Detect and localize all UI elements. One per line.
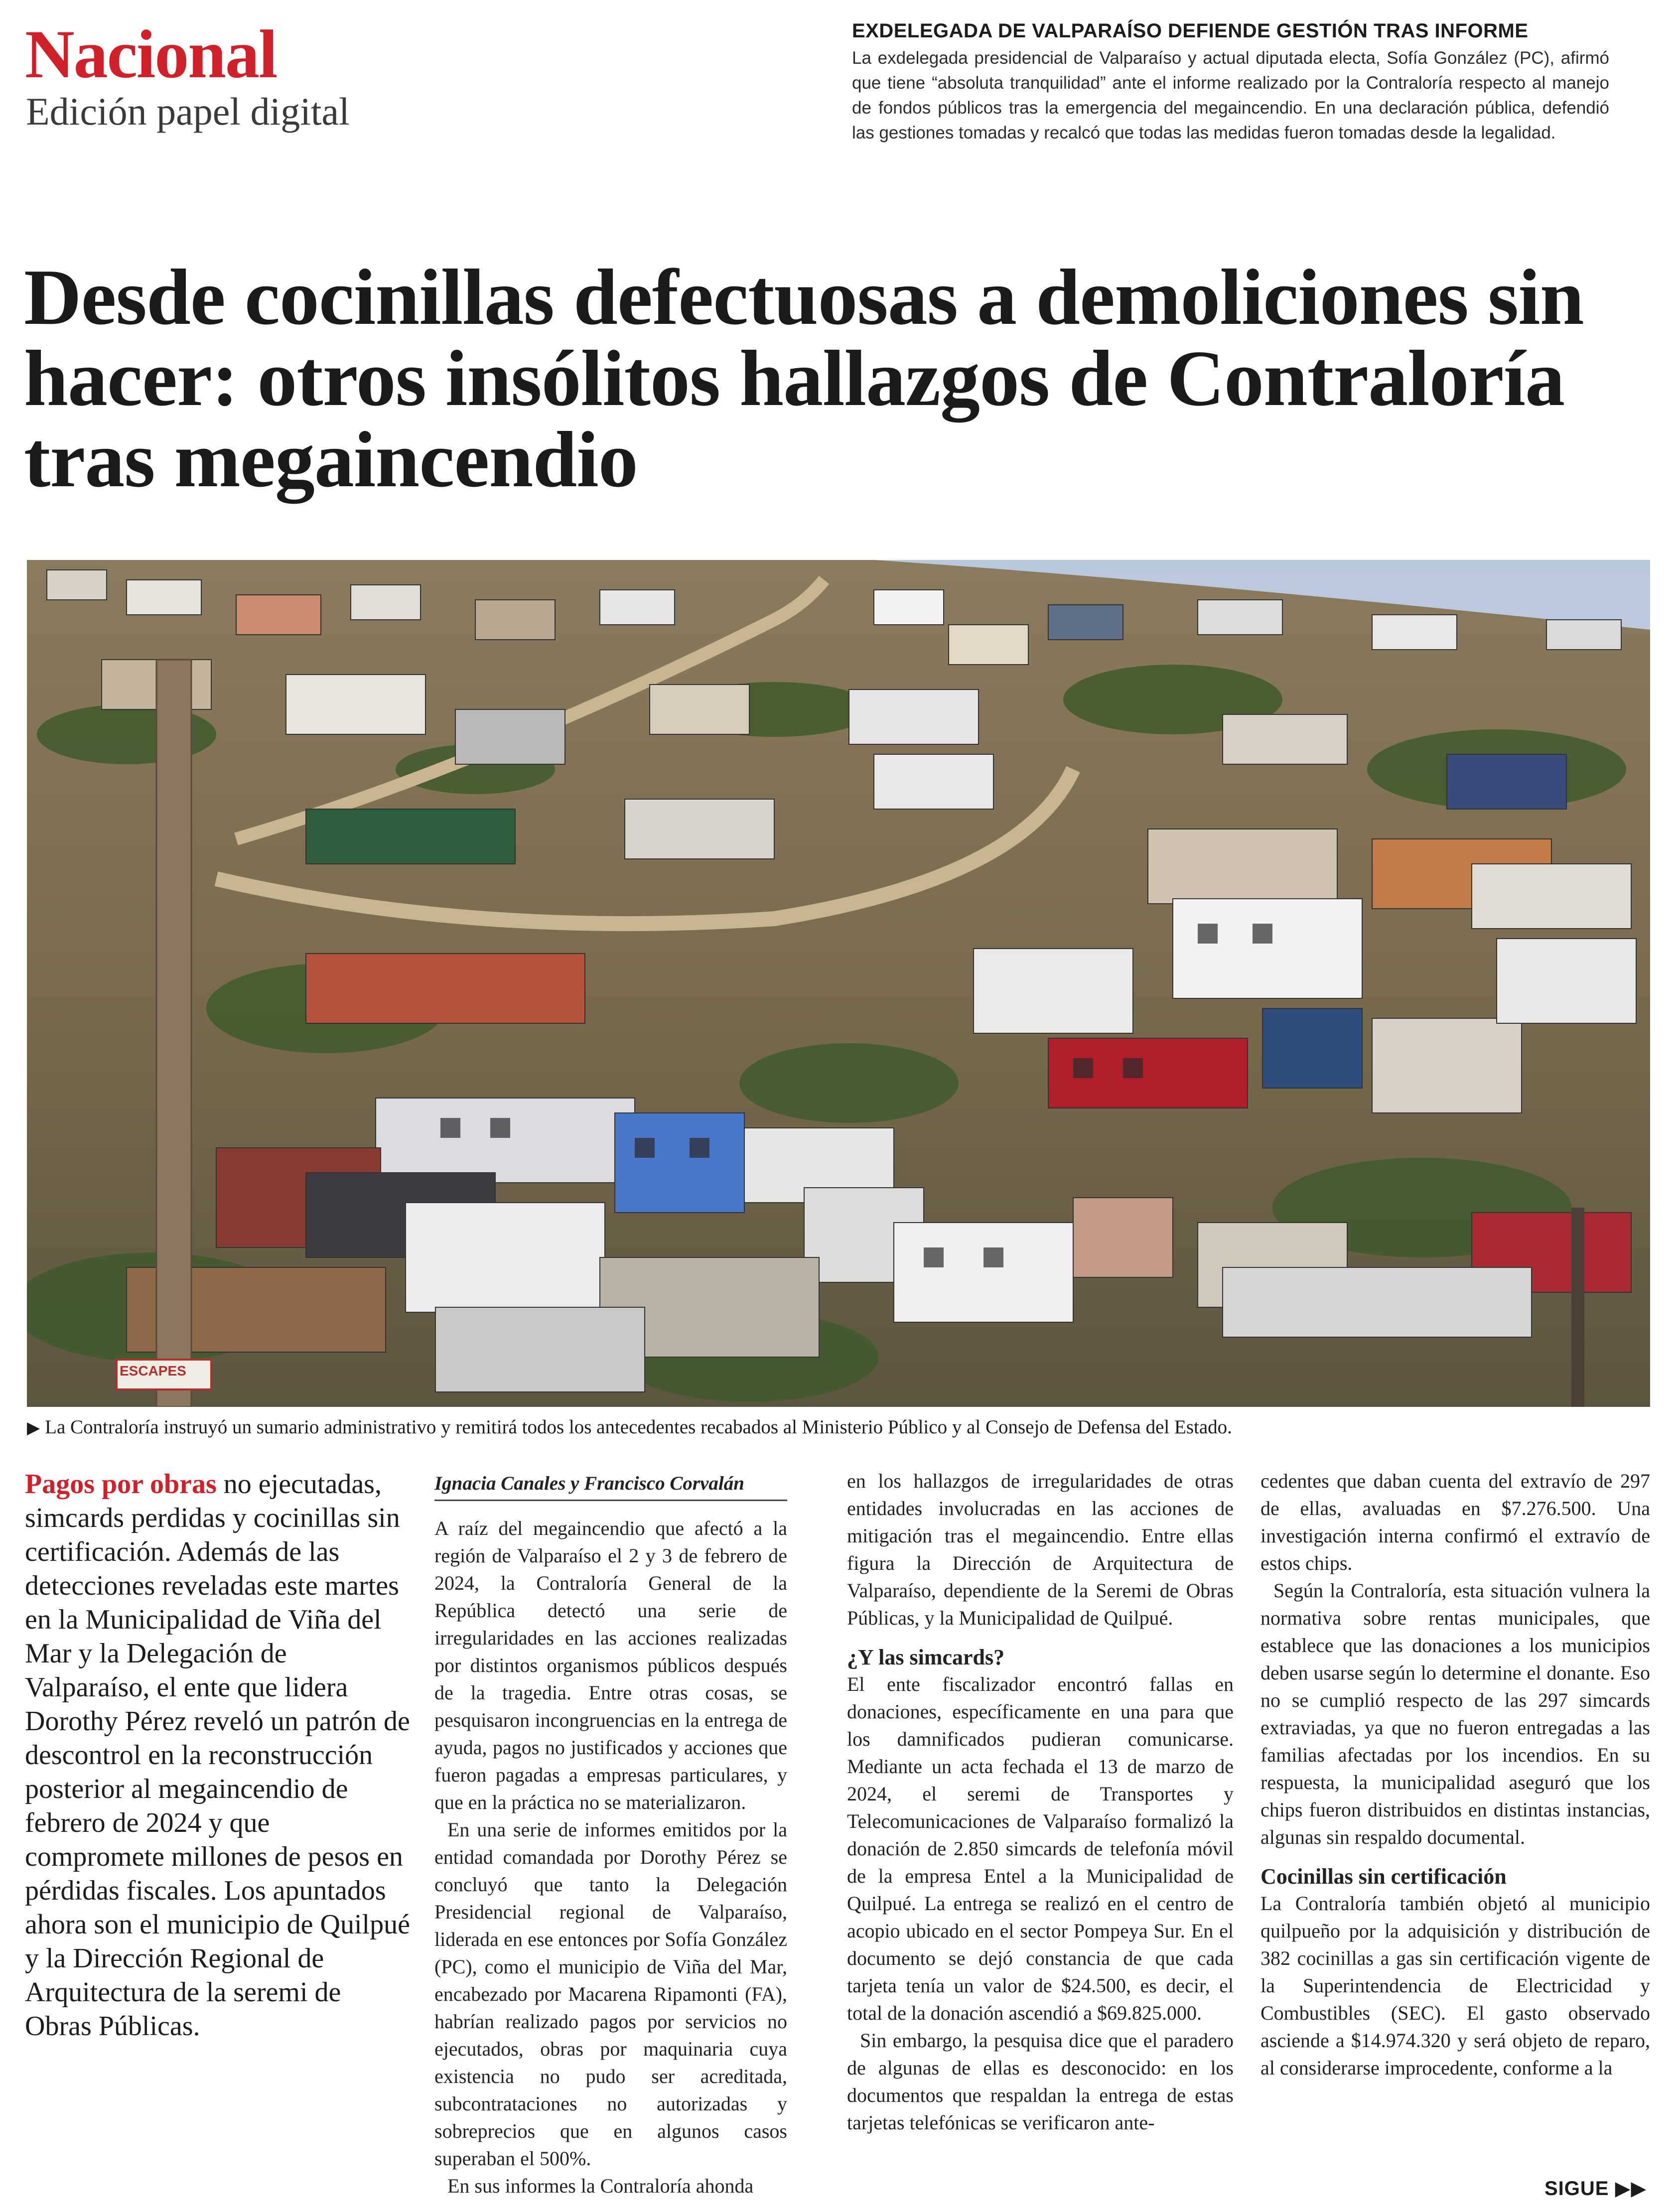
body-column-3: [1260, 1467, 1650, 2081]
body-column-1: [434, 1515, 787, 2200]
body-paragraph: El ente fiscalizador encontró fallas en donaciones, específicamente en una para que los damnificados pudieran comunicarse. Mediante un acta fechada el 13 de marzo de 2024, el seremi de Transportes y Telecomunicaciones de Valparaíso formalizó la donación de 2.850 simcards de telefonía móvil de la empresa Entel a la Municipalidad de Quilpué. La entrega se realizó en el centro de acopio ubicado en el sector Pompeya Sur. En el documento se dejó constancia de que cada tarjeta tenía un valor de $24.500, es decir, el total de la donación ascendió a $69.825.000.: [847, 1673, 1234, 2024]
body-column-2: [847, 1467, 1234, 2136]
headline: Desde cocinillas defectuosas a demoliciones sin hacer: otros insólitos hallazgos de Contraloría tras megaincendio: [24, 253, 1584, 504]
body-paragraph: En una serie de informes emitidos por la entidad comandada por Dorothy Pérez se concluyó que tanto la Delegación Presidencial regional de Valparaíso, liderada en ese entonces por Sofía González (PC), como el municipio de Viña del Mar, encabezado por Macarena Ripamonti (FA), habrían realizado pagos por servicios no ejecutados, obras por maquinaria cuya existencia no pudo ser acreditada, subcontrataciones no autorizadas y sobreprecios que en algunos casos superaban el 500%.: [434, 1818, 787, 2170]
body-paragraph: Según la Contraloría, esta situación vulnera la normativa sobre rentas municipales, que establece que las donaciones a los municipios deben usarse según lo determine el donante. Eso no se cumplió respecto de las 297 simcards extraviadas, ya que no fueron entregadas a las familias afectadas por los incendios. En su respuesta, la municipalidad aseguró que los chips fueron distribuidos en distintas instancias, algunas sin respaldo documental.: [1260, 1579, 1650, 1848]
brief-text: La exdelegada presidencial de Valparaíso y actual diputada electa, Sofía González (PC), afirmó que tiene “absoluta tranquilidad” ante el informe realizado por la Contraloría respecto al manejo de fondos públicos tras la emergencia del megaincendio. En una declaración pública, defendió las gestiones tomadas y recalcó que todas las medidas fueron tomadas desde la legalidad.: [852, 48, 1609, 142]
subhead-simcards: ¿Y las simcards?: [847, 1645, 1005, 1669]
body-paragraph: Sin embargo, la pesquisa dice que el paradero de algunas de ellas es desconocido: en los documentos que respaldan la entrega de estas tarjetas telefónicas se verificaron ante-: [847, 2029, 1234, 2134]
lead-paragraph: [25, 1467, 414, 2043]
brief-title: EXDELEGADA DE VALPARAÍSO DEFIENDE GESTIÓN TRAS INFORME: [852, 20, 1529, 42]
photo-sign-text: ESCAPES: [120, 1363, 186, 1379]
body-paragraph: cedentes que daban cuenta del extravío de 297 de ellas, avaluadas en $7.276.500. Una investigación interna confirmó el extravío de estos chips.: [1260, 1470, 1650, 1574]
body-paragraph: En sus informes la Contraloría ahonda: [447, 2175, 754, 2197]
lead-highlight: Pagos por obras: [25, 1469, 217, 1500]
caption-arrow-icon: ▶: [27, 1419, 40, 1437]
subhead-cocinillas: Cocinillas sin certificación: [1260, 1864, 1507, 1889]
article-photo: [27, 560, 1650, 1407]
photo-caption: [27, 1416, 1651, 1439]
byline: Ignacia Canales y Francisco Corvalán: [434, 1472, 787, 1501]
section-title: Nacional: [25, 16, 277, 92]
caption-text: La Contraloría instruyó un sumario administrativo y remitirá todos los antecedentes recabados al Ministerio Público y al Consejo de Defensa del Estado.: [45, 1416, 1232, 1438]
body-paragraph: en los hallazgos de irregularidades de otras entidades involucradas en las acciones de mitigación tras el megaincendio. Entre ellas figura la Dirección de Arquitectura de Valparaíso, dependiente de la Seremi de Obras Públicas, y la Municipalidad de Quilpué.: [847, 1470, 1234, 1629]
news-brief: [852, 19, 1609, 145]
lead-text: no ejecutadas, simcards perdidas y cocinillas sin certificación. Además de las detecciones reveladas este martes en la Municipalidad de Viña del Mar y la Delegación de Valparaíso, el ente que lidera Dorothy Pérez reveló un patrón de descontrol en la reconstrucción posterior al megaincendio de febrero de 2024 y que compromete millones de pesos en pérdidas fiscales. Los apuntados ahora son el municipio de Quilpué y la Dirección Regional de Arquitectura de la seremi de Obras Públicas.: [25, 1469, 410, 2042]
edition-label: Edición papel digital: [26, 90, 350, 133]
body-paragraph: A raíz del megaincendio que afectó a la región de Valparaíso el 2 y 3 de febrero de 2024, la Contraloría General de la República detectó una serie de irregularidades en las acciones realizadas por distintos organismos públicos después de la tragedia. Entre otras cosas, se pesquisaron incongruencias en la entrega de ayuda, pagos no justificados y acciones que fueron pagadas a empresas particulares, y que en la práctica no se materializaron.: [434, 1517, 787, 1813]
continue-label: SIGUE ▶▶: [1544, 2178, 1647, 2200]
body-paragraph: La Contraloría también objetó al municipio quilpueño por la adquisición y distribución de 382 cocinillas a gas sin certificación vigente de la Superintendencia de Electricidad y Combustibles (SEC). El gasto observado asciende a $14.974.320 y será objeto de reparo, al considerarse improcedente, conforme a la: [1260, 1892, 1650, 2079]
